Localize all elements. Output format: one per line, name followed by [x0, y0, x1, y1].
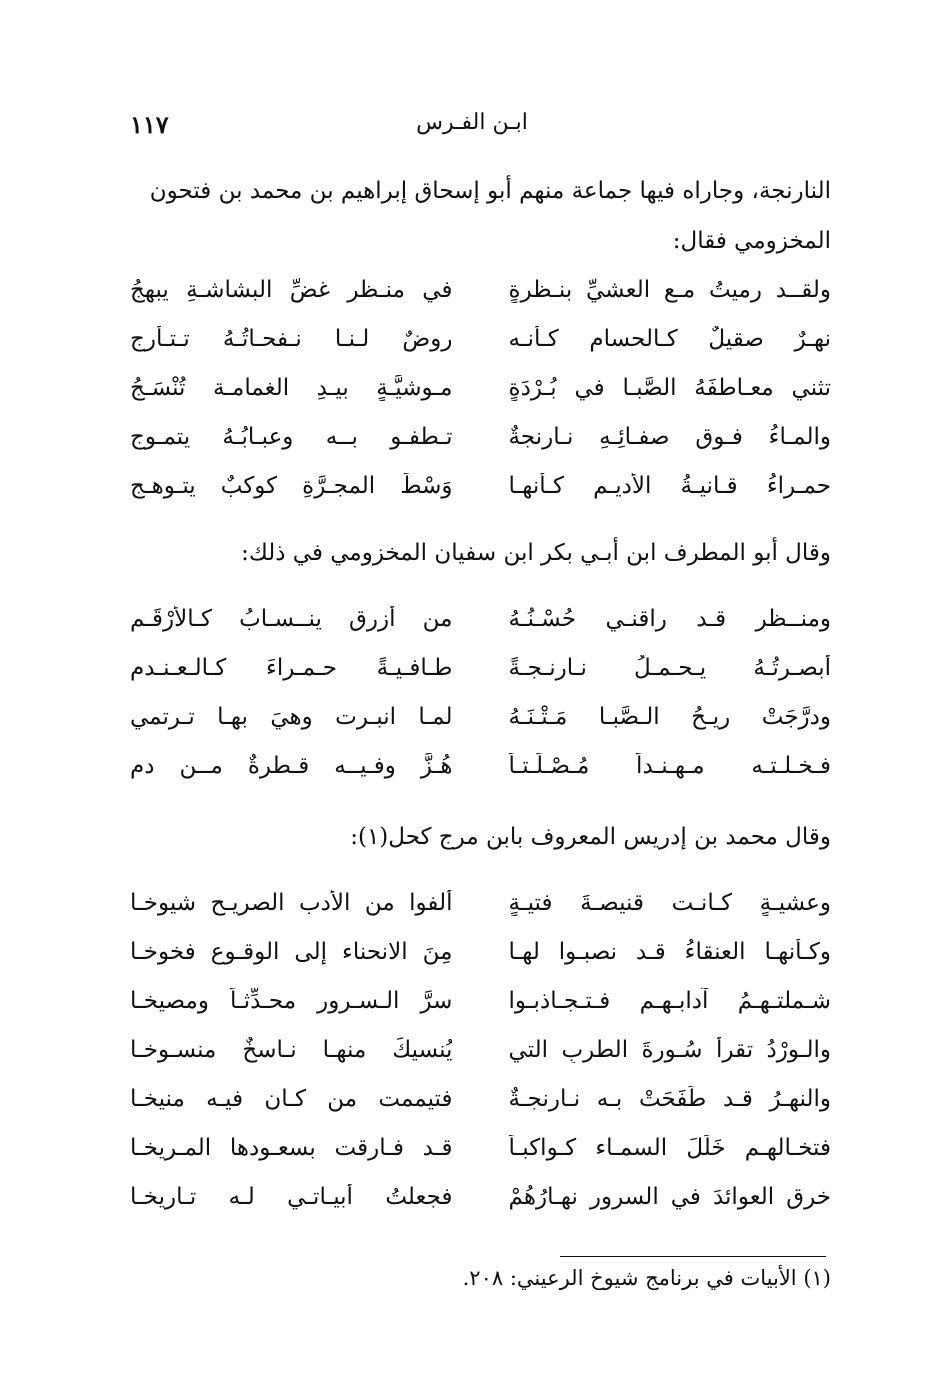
poem-2-intro: وقال أبو المطرف ابن أبـي بكر ابن سفيان المخزومي في ذلك:: [241, 540, 831, 566]
verse-line: [130, 878, 831, 927]
verse-line: [130, 314, 831, 363]
verse-second-hemistich: ألفوا من الأدب الصريـح شيوخـا: [130, 889, 453, 916]
verse-first-hemistich: أبصـرتُـهُ يـحـمـلُ نـارنـجـةً: [508, 654, 831, 681]
verse-second-hemistich: لمـا انبـرت وهيَ بهـا تـرتمي: [130, 703, 453, 730]
verse-first-hemistich: خرق العوائدَ في السرورِ نهـارُهُمْ: [508, 1183, 831, 1210]
verse-second-hemistich: من أزرقٍ ينــسـابُ كـالأرْقَـمِ: [130, 605, 453, 632]
verse-line: [130, 927, 831, 976]
verse-line: [130, 976, 831, 1025]
verse-line: [130, 1074, 831, 1123]
verse-second-hemistich: هُـزَّ وفـيــه قـطرةٌ مــن دم: [130, 752, 453, 779]
verse-second-hemistich: سرَّ الـسـرور محـدِّثـاً ومصيخـا: [130, 987, 453, 1014]
verse-second-hemistich: مِنَ الانحناء إلى الوقـوع فخوخـا: [130, 938, 453, 965]
verse-line: [130, 1172, 831, 1221]
verse-first-hemistich: تثني معـاطفَهُ الصَّبـا في بُـرْدَةٍ: [508, 374, 831, 401]
verse-line: [130, 363, 831, 412]
verse-first-hemistich: والنهـرُ قـد طَفَحَتْ بـه نـارنجـةٌ: [508, 1085, 831, 1112]
verse-second-hemistich: تـطفـو بــه وعبـابُـهُ يتمـوج: [130, 423, 453, 450]
verse-first-hemistich: وعشيـةٍ كـانـت قنيصـةَ فتيـةٍ: [508, 889, 831, 916]
verse-first-hemistich: نهـرٌ صقيلٌ كـالحسام كـأنـه: [508, 325, 831, 352]
poem-2: [130, 594, 831, 790]
verse-first-hemistich: والمـاءُ فـوق صفـائِـهِ نـارنجةٌ: [508, 423, 831, 450]
verse-line: [130, 643, 831, 692]
verse-line: [130, 692, 831, 741]
page-header: [130, 110, 814, 150]
prose-line: المخزومي فقال:: [672, 228, 831, 254]
verse-first-hemistich: شـملتـهـمُ آدابـهـم فـتـجـاذبـوا: [508, 987, 831, 1014]
verse-second-hemistich: طـافـيـةً حـمـراءَ كـالـعـنـدم: [130, 654, 453, 681]
footnote: (١) الأبيات في برنامج شيوخ الرعيني: ٢٠٨.: [462, 1266, 831, 1290]
verse-second-hemistich: مـوشيَّـةٍ بيـدِ الغمامـة تُنْسَـجُ: [130, 374, 453, 401]
prose-paragraph: [130, 166, 831, 266]
footnote-rule: [560, 1256, 826, 1257]
verse-first-hemistich: وكـأنهـا العنقاءُ قـد نصبـوا لهـا: [508, 938, 831, 965]
verse-second-hemistich: قـد فـارقت بسعـودها المـريخـا: [130, 1134, 453, 1161]
verse-first-hemistich: فـخـلـتـه مـهـنـداً مُـصْـلَـتـاً: [508, 752, 831, 779]
verse-line: [130, 741, 831, 790]
page-number: ١١٧: [130, 110, 169, 139]
poem-1: [130, 265, 831, 510]
verse-second-hemistich: فجعلتُ أبيـاتـي لـه تـاريخـا: [130, 1183, 453, 1210]
verse-second-hemistich: فتيممت من كـان فيـه منيخـا: [130, 1085, 453, 1112]
poem-3-intro: وقال محمد بن إدريس المعروف بابن مرج كحل(١):: [350, 824, 831, 850]
verse-first-hemistich: ودرَّجَتْ ريـحُ الـصَّبـا مَـتْـنَـهُ: [508, 703, 831, 730]
verse-line: [130, 461, 831, 510]
prose-line: النارنجة، وجاراه فيها جماعة منهم أبو إسحاق إبراهيم بن محمد بن فتحون: [149, 178, 831, 204]
verse-second-hemistich: روضٌ لـنـا نـفحـاتُـهُ تـتـأرج: [130, 325, 453, 352]
verse-first-hemistich: والـورْدُ تقرأ سُـورةَ الطربِ التي: [508, 1036, 831, 1063]
verse-second-hemistich: يُنسيكَ منهـا نـاسخٌ منسـوخـا: [130, 1036, 453, 1063]
verse-line: [130, 265, 831, 314]
verse-line: [130, 1025, 831, 1074]
poem-3: [130, 878, 831, 1221]
running-title: ابـن الفـرس: [416, 110, 528, 135]
verse-line: [130, 1123, 831, 1172]
verse-line: [130, 412, 831, 461]
verse-second-hemistich: في منـظرٍ غضِّ البشاشـةِ يبهجُ: [130, 276, 453, 303]
verse-line: [130, 594, 831, 643]
verse-first-hemistich: ولقــد رميتُ مـع العشيِّ بنـظرةٍ: [508, 276, 831, 303]
verse-second-hemistich: وَسْطَ المجـرَّةِ كوكبٌ يتـوهـج: [130, 472, 453, 499]
verse-first-hemistich: فتخـالهـم خَلَلَ السمـاء كـواكبـاً: [508, 1134, 831, 1161]
verse-first-hemistich: حمـراءُ قـانيـةُ الأديـم كـأنهـا: [508, 472, 831, 499]
verse-first-hemistich: ومنــظرٍ قـد راقنـي حُسْـنُـهُ: [508, 605, 831, 632]
